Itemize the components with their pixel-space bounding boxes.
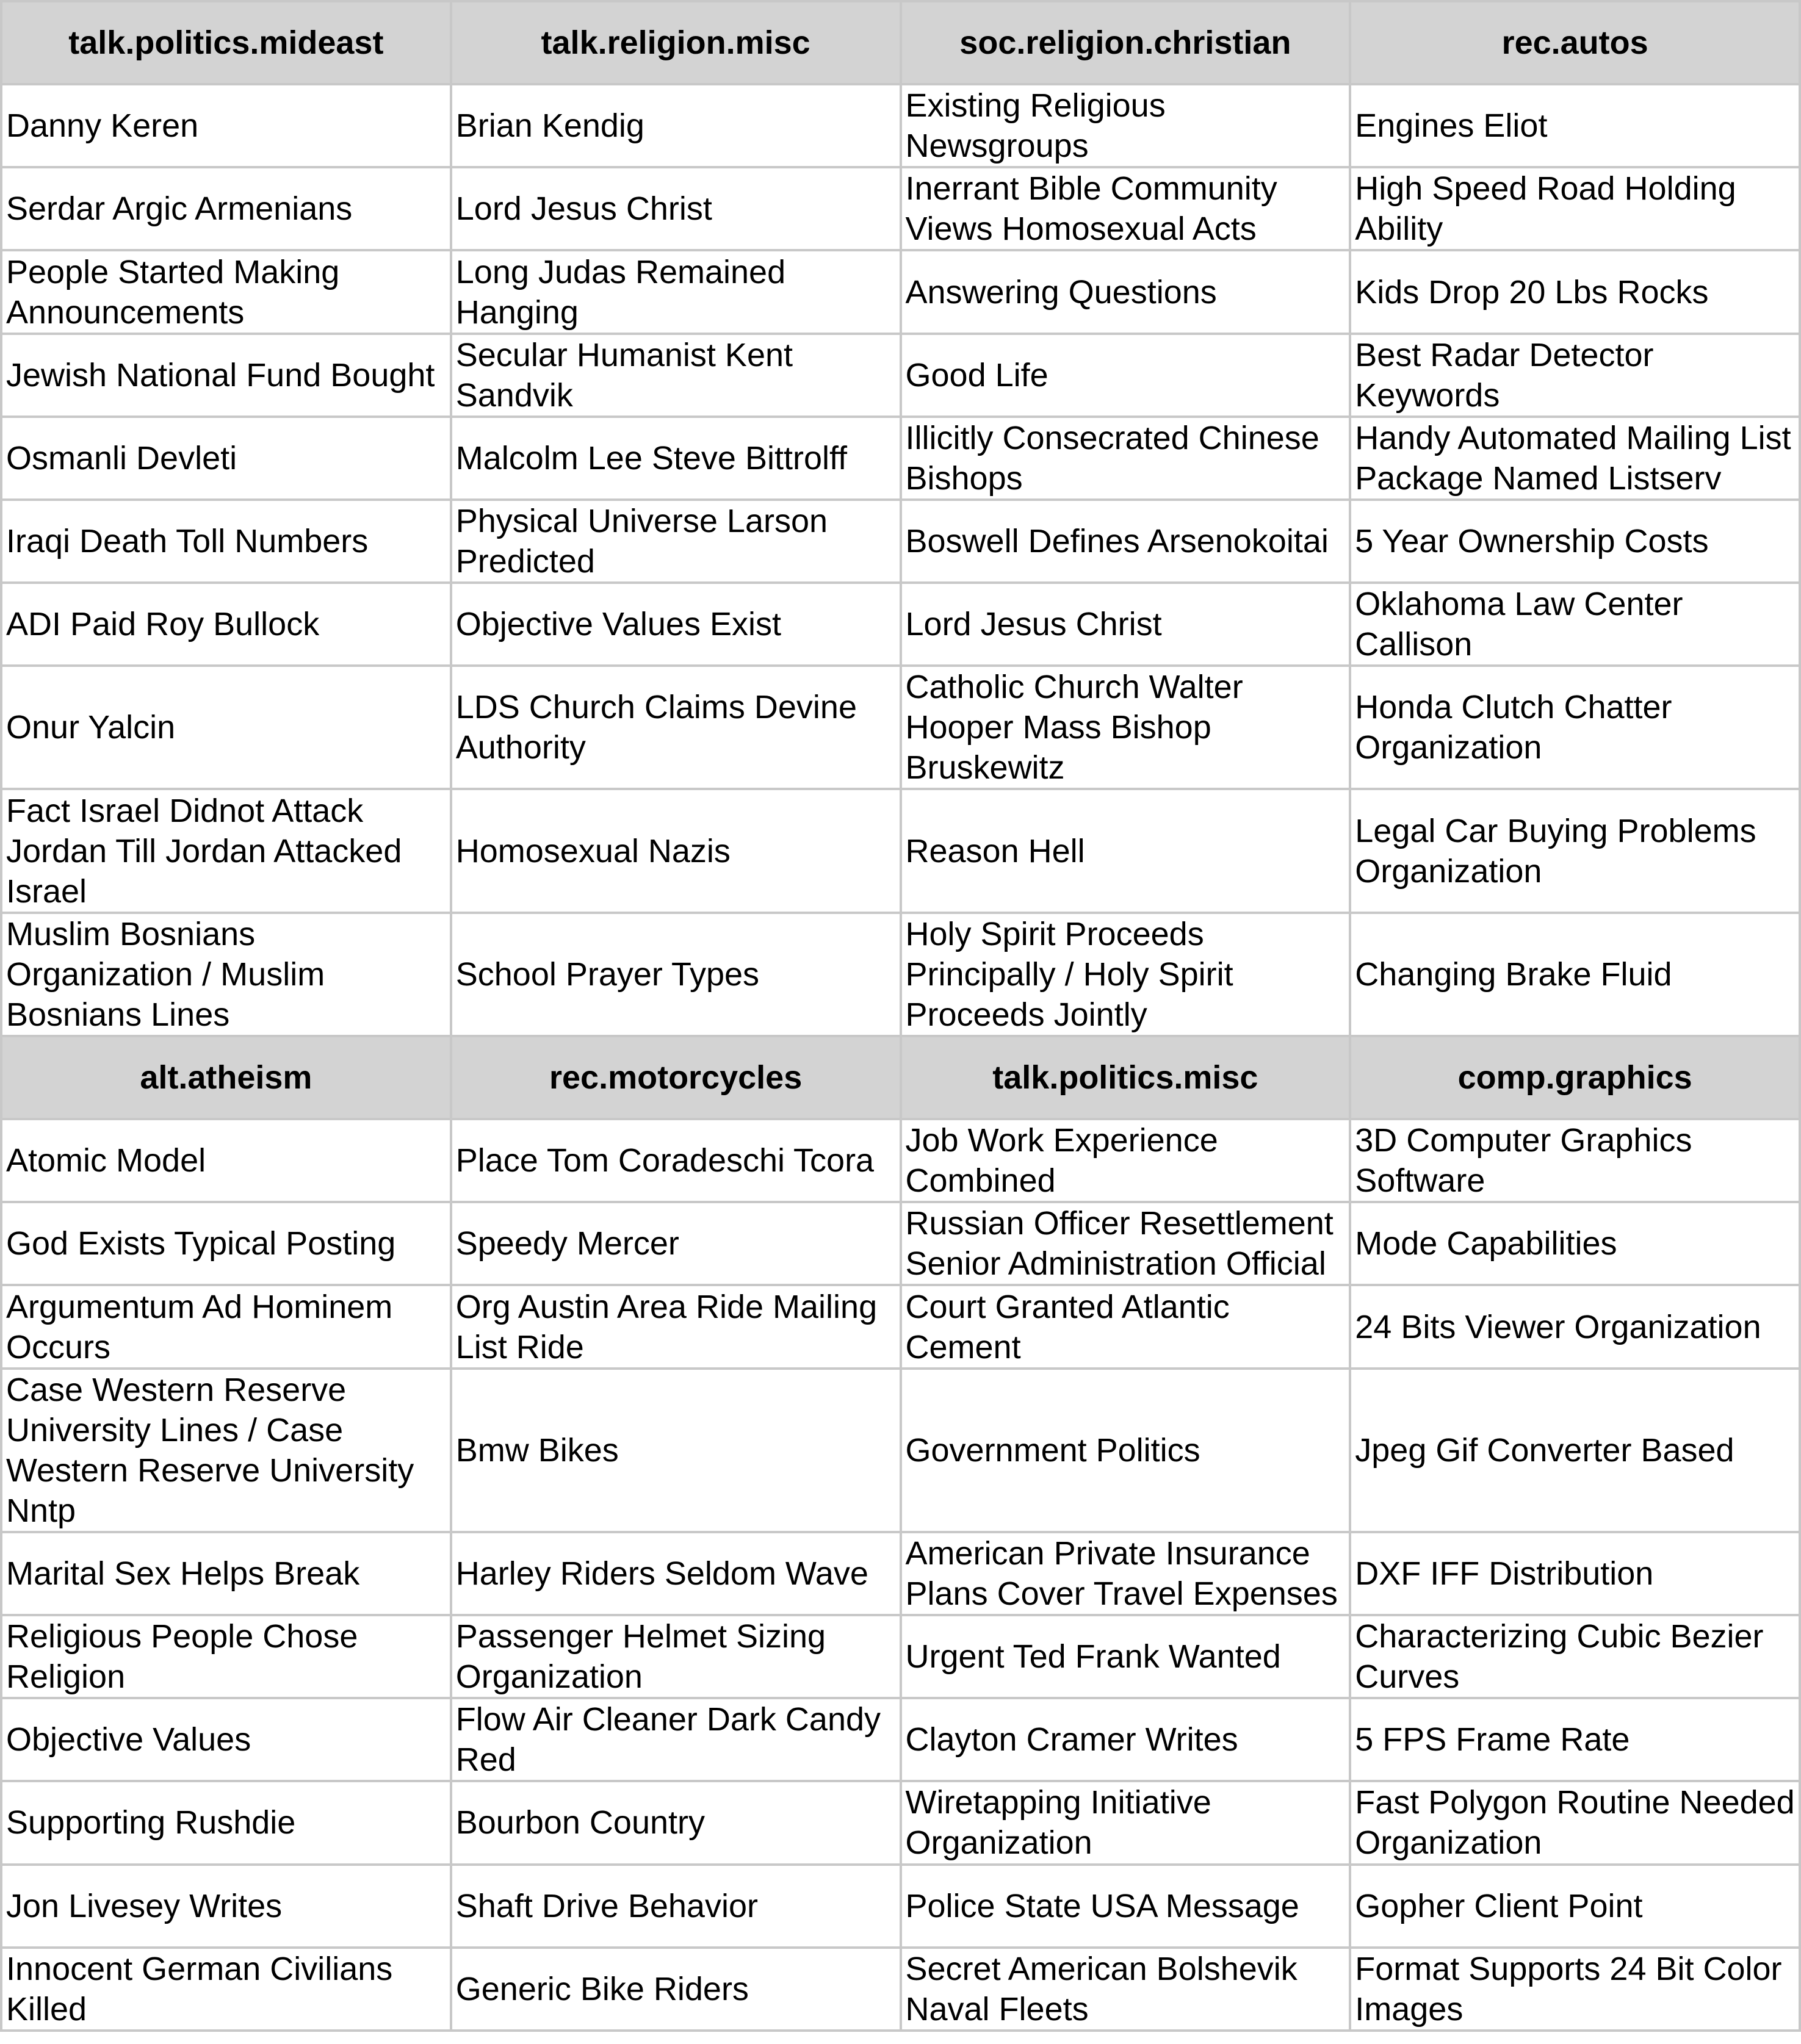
table-cell: ADI Paid Roy Bullock <box>1 583 451 666</box>
table-row <box>1 500 1800 583</box>
table-cell: Iraqi Death Toll Numbers <box>1 500 451 583</box>
table-cell: 24 Bits Viewer Organization <box>1350 1285 1800 1368</box>
table-cell: Muslim Bosnians Organization / Muslim Bosnians Lines <box>1 913 451 1036</box>
table-cell: Serdar Argic Armenians <box>1 167 451 250</box>
table-cell: School Prayer Types <box>451 913 901 1036</box>
table-cell: Onur Yalcin <box>1 666 451 789</box>
table-row <box>1 250 1800 333</box>
table-cell: Secret American Bolshevik Naval Fleets <box>901 1948 1351 2031</box>
header-cell: talk.religion.misc <box>451 1 901 84</box>
table-row <box>1 167 1800 250</box>
table-cell: Malcolm Lee Steve Bittrolff <box>451 417 901 500</box>
table-cell: People Started Making Announcements <box>1 250 451 333</box>
table-cell: Government Politics <box>901 1369 1351 1532</box>
header-cell: rec.autos <box>1350 1 1800 84</box>
table-cell: Place Tom Coradeschi Tcora <box>451 1119 901 1202</box>
table-cell: Handy Automated Mailing List Package Named Listserv <box>1350 417 1800 500</box>
table-cell: Fact Israel Didnot Attack Jordan Till Jordan Attacked Israel <box>1 789 451 912</box>
table-cell: Passenger Helmet Sizing Organization <box>451 1615 901 1698</box>
table-cell: Legal Car Buying Problems Organization <box>1350 789 1800 912</box>
table-cell: Generic Bike Riders <box>451 1948 901 2031</box>
table-cell: Case Western Reserve University Lines / Case Western Reserve University Nntp <box>1 1369 451 1532</box>
table-cell: Jpeg Gif Converter Based <box>1350 1369 1800 1532</box>
table-cell: Urgent Ted Frank Wanted <box>901 1615 1351 1698</box>
table-cell: Characterizing Cubic Bezier Curves <box>1350 1615 1800 1698</box>
table-cell: Court Granted Atlantic Cement <box>901 1285 1351 1368</box>
table-cell: Existing Religious Newsgroups <box>901 84 1351 167</box>
table-cell: Physical Universe Larson Predicted <box>451 500 901 583</box>
header-cell: alt.atheism <box>1 1036 451 1119</box>
table-row <box>1 1119 1800 1202</box>
table-row <box>1 1865 1800 1948</box>
table-cell: Bourbon Country <box>451 1781 901 1864</box>
table-cell: Flow Air Cleaner Dark Candy Red <box>451 1698 901 1781</box>
table-cell: Objective Values <box>1 1698 451 1781</box>
table-cell: Fast Polygon Routine Needed Organization <box>1350 1781 1800 1864</box>
table-row <box>1 1781 1800 1864</box>
table-cell: American Private Insurance Plans Cover Travel Expenses <box>901 1532 1351 1615</box>
table-cell: Harley Riders Seldom Wave <box>451 1532 901 1615</box>
table-cell: Honda Clutch Chatter Organization <box>1350 666 1800 789</box>
table-cell: Org Austin Area Ride Mailing List Ride <box>451 1285 901 1368</box>
table-cell: Danny Keren <box>1 84 451 167</box>
table-cell: Mode Capabilities <box>1350 1202 1800 1285</box>
table-cell: Boswell Defines Arsenokoitai <box>901 500 1351 583</box>
table-row <box>1 84 1800 167</box>
table-cell: Catholic Church Walter Hooper Mass Bishop Bruskewitz <box>901 666 1351 789</box>
table-cell: Lord Jesus Christ <box>451 167 901 250</box>
table-cell: 5 FPS Frame Rate <box>1350 1698 1800 1781</box>
table-cell: Brian Kendig <box>451 84 901 167</box>
table-row <box>1 1615 1800 1698</box>
table-cell: Gopher Client Point <box>1350 1865 1800 1948</box>
table-cell: Changing Brake Fluid <box>1350 913 1800 1036</box>
table-cell: High Speed Road Holding Ability <box>1350 167 1800 250</box>
table-cell: Best Radar Detector Keywords <box>1350 334 1800 417</box>
table-row <box>1 417 1800 500</box>
table-cell: Job Work Experience Combined <box>901 1119 1351 1202</box>
header-row <box>1 1 1800 84</box>
table-row <box>1 1948 1800 2031</box>
table-cell: Russian Officer Resettlement Senior Administration Official <box>901 1202 1351 1285</box>
table-cell: Argumentum Ad Hominem Occurs <box>1 1285 451 1368</box>
header-cell: soc.religion.christian <box>901 1 1351 84</box>
header-cell: rec.motorcycles <box>451 1036 901 1119</box>
table-row <box>1 666 1800 789</box>
table-cell: Engines Eliot <box>1350 84 1800 167</box>
table-cell: Format Supports 24 Bit Color Images <box>1350 1948 1800 2031</box>
table-cell: Kids Drop 20 Lbs Rocks <box>1350 250 1800 333</box>
table-cell: Jewish National Fund Bought <box>1 334 451 417</box>
table-row <box>1 334 1800 417</box>
table-cell: Innocent German Civilians Killed <box>1 1948 451 2031</box>
table-cell: Secular Humanist Kent Sandvik <box>451 334 901 417</box>
header-row <box>1 1036 1800 1119</box>
table-row <box>1 913 1800 1036</box>
table-row <box>1 1202 1800 1285</box>
table-cell: Shaft Drive Behavior <box>451 1865 901 1948</box>
table-cell: DXF IFF Distribution <box>1350 1532 1800 1615</box>
table-cell: Answering Questions <box>901 250 1351 333</box>
table-cell: Lord Jesus Christ <box>901 583 1351 666</box>
table-cell: God Exists Typical Posting <box>1 1202 451 1285</box>
table-cell: Holy Spirit Proceeds Principally / Holy Spirit Proceeds Jointly <box>901 913 1351 1036</box>
table-cell: Police State USA Message <box>901 1865 1351 1948</box>
table-cell: Atomic Model <box>1 1119 451 1202</box>
table-cell: Jon Livesey Writes <box>1 1865 451 1948</box>
table-row <box>1 583 1800 666</box>
table-cell: Illicitly Consecrated Chinese Bishops <box>901 417 1351 500</box>
table-cell: Wiretapping Initiative Organization <box>901 1781 1351 1864</box>
table-cell: Religious People Chose Religion <box>1 1615 451 1698</box>
table-row <box>1 1532 1800 1615</box>
table-cell: Bmw Bikes <box>451 1369 901 1532</box>
table-row <box>1 1285 1800 1368</box>
header-cell: talk.politics.mideast <box>1 1 451 84</box>
table-cell: Inerrant Bible Community Views Homosexual Acts <box>901 167 1351 250</box>
table-cell: Long Judas Remained Hanging <box>451 250 901 333</box>
table-cell: Marital Sex Helps Break <box>1 1532 451 1615</box>
table-cell: Osmanli Devleti <box>1 417 451 500</box>
table-cell: Objective Values Exist <box>451 583 901 666</box>
table-cell: Reason Hell <box>901 789 1351 912</box>
table-cell: Supporting Rushdie <box>1 1781 451 1864</box>
table-cell: Good Life <box>901 334 1351 417</box>
table-cell: Homosexual Nazis <box>451 789 901 912</box>
table-row <box>1 789 1800 912</box>
table-cell: Clayton Cramer Writes <box>901 1698 1351 1781</box>
table-row <box>1 1369 1800 1532</box>
table-row <box>1 1698 1800 1781</box>
table-cell: 5 Year Ownership Costs <box>1350 500 1800 583</box>
table-cell: Oklahoma Law Center Callison <box>1350 583 1800 666</box>
table-cell: 3D Computer Graphics Software <box>1350 1119 1800 1202</box>
header-cell: talk.politics.misc <box>901 1036 1351 1119</box>
table-cell: LDS Church Claims Devine Authority <box>451 666 901 789</box>
table-cell: Speedy Mercer <box>451 1202 901 1285</box>
header-cell: comp.graphics <box>1350 1036 1800 1119</box>
